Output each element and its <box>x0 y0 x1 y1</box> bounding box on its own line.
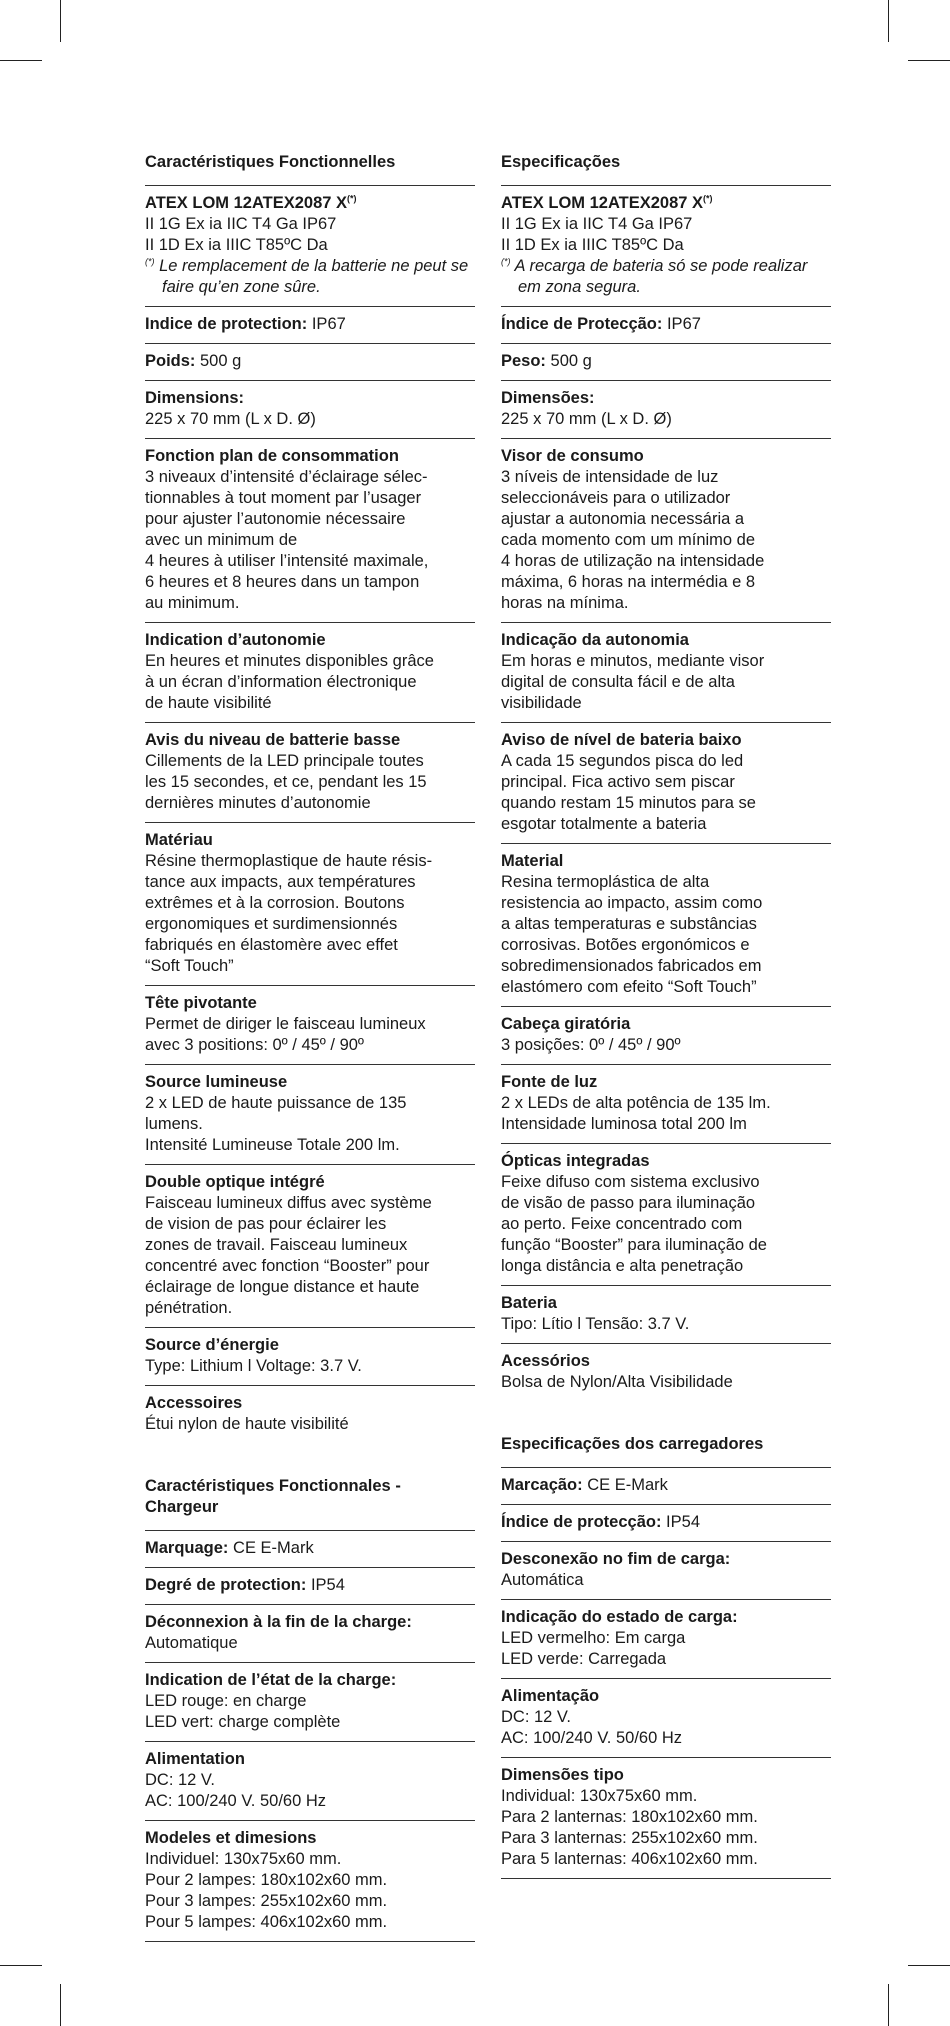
optics-block: Ópticas integradas Feixe difuso com sistema exclusivo de visão de passo para iluminação ao perto. Feixe concentrado com função “Booster” para iluminação de longa distância e alta penetração <box>501 1144 831 1286</box>
weight-row: Poids: 500 g <box>145 344 475 381</box>
battery-block: Bateria Tipo: Lítio l Tensão: 3.7 V. <box>501 1286 831 1344</box>
crop-mark <box>888 0 889 42</box>
atex-note: (*) A recarga de bateria só se pode realizar em zona segura. <box>501 256 808 296</box>
crop-mark <box>908 1965 950 1966</box>
dimensions-block: Dimensões: 225 x 70 mm (L x D. Ø) <box>501 381 831 439</box>
optics-block: Double optique intégré Faisceau lumineux diffus avec système de vision de pas pour éclairer les zones de travail. Faisceau lumineux concentré avec fonction “Booster” pour éclairage de longue distance et haute pénétration. <box>145 1165 475 1328</box>
marking-row: Marcação: CE E-Mark <box>501 1468 831 1505</box>
consumption-block: Fonction plan de consommation 3 niveaux d’intensité d’éclairage sélec- tionnables à tout moment par l’usager pour ajuster l’autonomie nécessaire avec un minimum de 4 heures à utiliser l’intensité maximale, 6 heures et 8 heures dans un tampon au minimum. <box>145 439 475 623</box>
disconnect-block: Desconexão no fim de carga: Automática <box>501 1542 831 1600</box>
atex-block <box>501 186 831 307</box>
autonomy-block: Indication d’autonomie En heures et minutes disponibles grâce à un écran d’information électronique de haute visibilité <box>145 623 475 723</box>
protection-row: Indice de protection: IP67 <box>145 307 475 344</box>
section-title: Especificações <box>501 152 831 186</box>
charger-protection-row: Degré de protection: IP54 <box>145 1568 475 1605</box>
charge-state-block: Indicação do estado de carga: LED vermelho: Em carga LED verde: Carregada <box>501 1600 831 1679</box>
portuguese-column <box>501 152 831 1879</box>
head-block: Cabeça giratória 3 posições: 0º / 45º / 90º <box>501 1007 831 1065</box>
autonomy-block: Indicação da autonomia Em horas e minutos, mediante visor digital de consulta fácil e de alta visibilidade <box>501 623 831 723</box>
disconnect-block: Déconnexion à la fin de la charge: Automatique <box>145 1605 475 1663</box>
french-column <box>145 152 475 1942</box>
charger-protection-row: Índice de protecção: IP54 <box>501 1505 831 1542</box>
atex-block <box>145 186 475 307</box>
atex-note: (*) Le remplacement de la batterie ne peut se faire qu’en zone sûre. <box>145 256 469 296</box>
accessories-block: Accessoires Étui nylon de haute visibilité <box>145 1394 349 1433</box>
models-block: Dimensões tipo Individual: 130x75x60 mm. Para 2 lanternas: 180x102x60 mm. Para 3 lanternas: 255x102x60 mm. Para 5 lanternas: 406x102x60 mm. <box>501 1758 831 1879</box>
charger-section-title: Especificações dos carregadores <box>501 1434 831 1468</box>
marking-row: Marquage: CE E-Mark <box>145 1531 475 1568</box>
section-title: Caractéristiques Fonctionnelles <box>145 152 475 186</box>
crop-mark <box>0 60 42 61</box>
accessories-block: Acessórios Bolsa de Nylon/Alta Visibilidade <box>501 1352 733 1391</box>
charger-section-title: Caractéristiques Fonctionnales - Chargeur <box>145 1476 475 1531</box>
crop-mark <box>0 1965 42 1966</box>
atex-title: ATEX LOM 12ATEX2087 X(*) <box>501 193 713 212</box>
atex-lines: II 1G Ex ia IIC T4 Ga IP67 II 1D Ex ia IIIC T85ºC Da <box>501 215 693 254</box>
crop-mark <box>60 1984 61 2026</box>
light-block: Fonte de luz 2 x LEDs de alta potência de 135 lm. Intensidade luminosa total 200 lm <box>501 1065 831 1144</box>
power-block: Alimentation DC: 12 V. AC: 100/240 V. 50/60 Hz <box>145 1742 475 1821</box>
models-block: Modeles et dimesions Individuel: 130x75x60 mm. Pour 2 lampes: 180x102x60 mm. Pour 3 lampes: 255x102x60 mm. Pour 5 lampes: 406x102x60 mm. <box>145 1821 475 1942</box>
atex-lines: II 1G Ex ia IIC T4 Ga IP67 II 1D Ex ia IIIC T85ºC Da <box>145 215 337 254</box>
energy-block: Source d’énergie Type: Lithium l Voltage: 3.7 V. <box>145 1328 475 1386</box>
consumption-block: Visor de consumo 3 níveis de intensidade de luz seleccionáveis para o utilizador ajustar a autonomia necessária a cada momento com um mínimo de 4 horas de utilização na intensidade máxima, 6 horas na intermédia e 8 horas na mínima. <box>501 439 831 623</box>
battery-low-block: Aviso de nível de bateria baixo A cada 15 segundos pisca do led principal. Fica activo sem piscar quando restam 15 minutos para se esgotar totalmente a bateria <box>501 723 831 844</box>
head-block: Tête pivotante Permet de diriger le faisceau lumineux avec 3 positions: 0º / 45º / 90º <box>145 986 475 1065</box>
atex-title: ATEX LOM 12ATEX2087 X(*) <box>145 193 357 212</box>
protection-row: Índice de Protecção: IP67 <box>501 307 831 344</box>
light-block: Source lumineuse 2 x LED de haute puissance de 135 lumens. Intensité Lumineuse Totale 200 lm. <box>145 1065 475 1165</box>
dimensions-block: Dimensions: 225 x 70 mm (L x D. Ø) <box>145 381 475 439</box>
material-block: Material Resina termoplástica de alta resistencia ao impacto, assim como a altas temperaturas e substâncias corrosivas. Botões ergonómicos e sobredimensionados fabricados em elastómero com efeito “Soft Touch” <box>501 844 831 1007</box>
material-block: Matériau Résine thermoplastique de haute résis- tance aux impacts, aux températures extrêmes et à la corrosion. Boutons ergonomiques et surdimensionnés fabriqués en élastomère avec effet “Soft Touch” <box>145 823 475 986</box>
crop-mark <box>888 1984 889 2026</box>
crop-mark <box>908 60 950 61</box>
charge-state-block: Indication de l’état de la charge: LED rouge: en charge LED vert: charge complète <box>145 1663 475 1742</box>
battery-low-block: Avis du niveau de batterie basse Cillements de la LED principale toutes les 15 secondes, et ce, pendant les 15 dernières minutes d’autonomie <box>145 723 475 823</box>
power-block: Alimentação DC: 12 V. AC: 100/240 V. 50/60 Hz <box>501 1679 831 1758</box>
crop-mark <box>60 0 61 42</box>
weight-row: Peso: 500 g <box>501 344 831 381</box>
